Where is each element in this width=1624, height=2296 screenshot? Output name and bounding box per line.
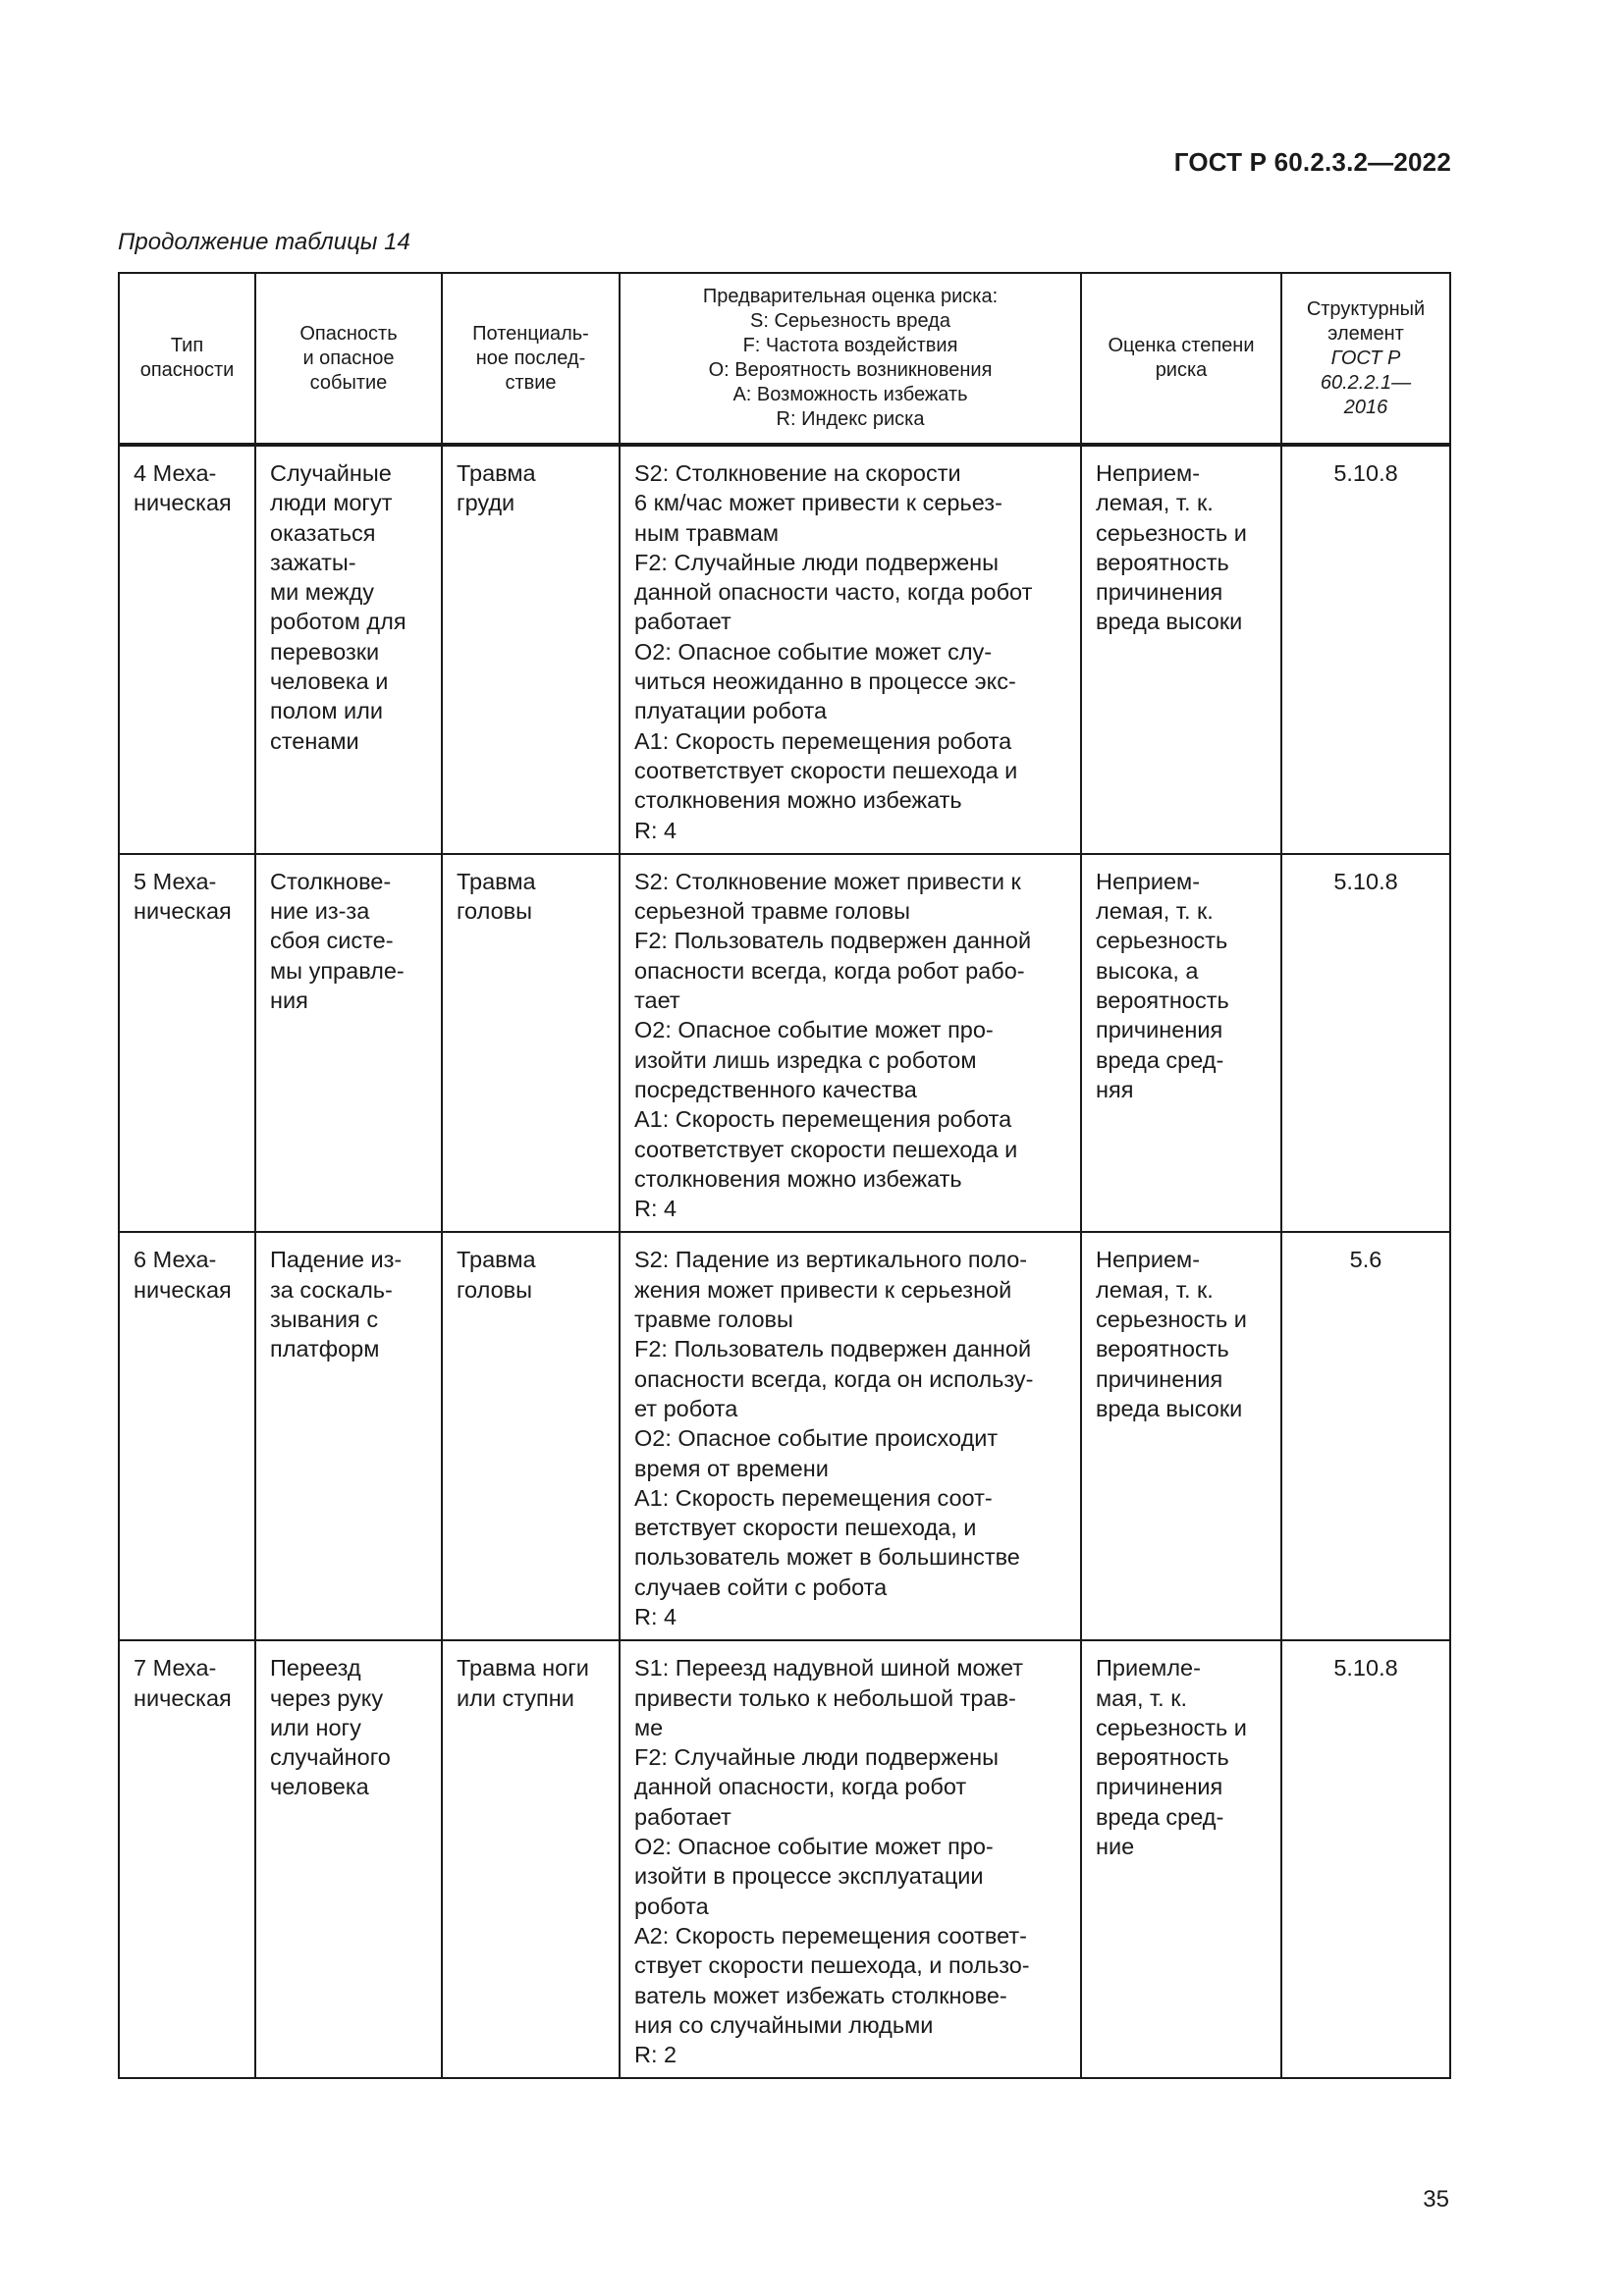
text-line: A1: Скорость перемещения соот- [634,1484,993,1511]
text-line: ГОСТ Р [1330,347,1401,369]
text-line: перевозки [270,638,380,665]
text-line: ническая [134,490,232,516]
table-row [119,854,1450,1233]
text-line: ным травмам [634,519,780,546]
cell-hazard-event [255,445,442,854]
cell-consequence [442,854,620,1233]
text-line: O: Вероятность возникновения [708,359,993,381]
text-line: R: 2 [634,2042,677,2068]
text-line: головы [457,898,533,925]
text-line: Травма [457,460,536,486]
text-line: R: 4 [634,1603,677,1629]
text-line: или ногу [270,1714,361,1740]
text-line: O2: Опасное событие может про- [634,1834,994,1860]
cell-structural-element: 5.6 [1281,1232,1450,1640]
text-line: через руку [270,1684,384,1711]
text-line: и опасное [302,347,395,369]
header-structural-element [1281,273,1450,445]
table-continuation-caption: Продолжение таблицы 14 [118,229,410,255]
text-line: столкновения можно избежать [634,1165,962,1192]
text-line: человека [270,1774,369,1800]
header-hazard-type [119,273,255,445]
text-line: вероятность [1096,1336,1229,1362]
text-line: изойти в процессе эксплуатации [634,1863,984,1890]
cell-consequence [442,1640,620,2078]
text-line: 60.2.2.1— [1320,371,1412,394]
text-line: работает [634,1803,731,1830]
text-line: 5 Меха- [134,868,217,894]
header-hazard-event [255,273,442,445]
text-line: S: Серьезность вреда [750,310,950,332]
text-line: F2: Случайные люди подвержены [634,1744,1000,1771]
text-line: данной опасности часто, когда робот [634,579,1033,606]
text-line: вреда высоки [1096,609,1243,635]
text-line: серьезность и [1096,1714,1247,1740]
text-line: ет робота [634,1395,738,1421]
text-line: серьезность [1096,928,1228,954]
text-line: Опасность [299,322,398,345]
text-line: сбоя систе- [270,928,394,954]
text-line: вреда сред- [1096,1803,1224,1830]
cell-hazard-event [255,1640,442,2078]
text-line: лемая, т. к. [1096,1276,1214,1303]
text-line: вероятность [1096,988,1229,1014]
text-line: данной опасности, когда робот [634,1774,967,1800]
text-line: 7 Меха- [134,1655,217,1682]
header-structural-element-standard [1290,347,1441,420]
table-row [119,1640,1450,2078]
text-line: серьезность и [1096,519,1247,546]
cell-hazard-type [119,1640,255,2078]
text-line: за соскаль- [270,1276,393,1303]
text-line: R: 4 [634,817,677,843]
text-line: ное послед- [475,347,586,369]
text-line: A: Возможность избежать [732,384,968,405]
cell-hazard-event [255,854,442,1233]
text-line: Падение из- [270,1247,403,1273]
text-line: причинения [1096,1017,1223,1043]
text-line: изойти лишь изредка с роботом [634,1046,977,1073]
text-line: Приемле- [1096,1655,1201,1682]
text-line: причинения [1096,1365,1223,1392]
text-line: высока, а [1096,957,1199,984]
text-line: O2: Опасное событие может слу- [634,638,993,665]
table-body [119,445,1450,2078]
text-line: вреда высоки [1096,1395,1243,1421]
table-header-row [119,273,1450,445]
table-row [119,445,1450,854]
text-line: риска [1155,359,1208,381]
page-number: 35 [1423,2186,1449,2213]
text-line: лемая, т. к. [1096,898,1214,925]
text-line: ние [1096,1834,1135,1860]
text-line: ветствует скорости пешехода, и [634,1515,977,1541]
text-line: A1: Скорость перемещения робота [634,1106,1012,1133]
text-line: элемент [1327,322,1404,345]
text-line: соответствует скорости пешехода и [634,1136,1018,1162]
text-line: O2: Опасное событие может про- [634,1017,994,1043]
text-line: случаев сойти с робота [634,1574,888,1600]
text-line: травме головы [634,1307,793,1333]
text-line: оказаться [270,519,376,546]
text-line: Предварительная оценка риска: [702,286,999,307]
text-line: или ступни [457,1684,574,1711]
text-line: полом или [270,698,383,724]
text-line: причинения [1096,1774,1223,1800]
text-line: ническая [134,1276,232,1303]
text-line: мая, т. к. [1096,1684,1188,1711]
text-line: привести только к небольшой трав- [634,1684,1016,1711]
text-line: человека и [270,668,389,695]
text-line: 2016 [1343,396,1388,418]
text-line: ватель может избежать столкнове- [634,1982,1007,2008]
cell-hazard-type [119,1232,255,1640]
text-line: R: Индекс риска [776,408,925,430]
document-code: ГОСТ Р 60.2.3.2—2022 [1173,147,1451,177]
text-line: F2: Случайные люди подвержены [634,549,1000,575]
text-line: груди [457,490,515,516]
cell-hazard-event [255,1232,442,1640]
text-line: посредственного качества [634,1076,917,1102]
header-risk-assessment [620,273,1081,445]
text-line: платформ [270,1336,380,1362]
cell-risk-evaluation [1081,1640,1281,2078]
cell-structural-element: 5.10.8 [1281,445,1450,854]
text-line: работает [634,609,731,635]
text-line: Случайные [270,460,392,486]
text-line: ническая [134,898,232,925]
text-line: ническая [134,1684,232,1711]
text-line: Неприем- [1096,1247,1201,1273]
text-line: случайного [270,1744,391,1771]
text-line: серьезной травме головы [634,898,911,925]
cell-hazard-type [119,854,255,1233]
text-line: 4 Меха- [134,460,217,486]
text-line: Оценка степени [1108,335,1255,356]
text-line: S2: Столкновение может привести к [634,868,1021,894]
text-line: стенами [270,727,359,754]
text-line: жения может привести к серьезной [634,1276,1012,1303]
text-line: вреда сред- [1096,1046,1224,1073]
text-line: ние из-за [270,898,370,925]
cell-risk-evaluation [1081,854,1281,1233]
text-line: Столкнове- [270,868,392,894]
text-line: головы [457,1276,533,1303]
cell-risk-evaluation [1081,445,1281,854]
text-line: Травма [457,1247,536,1273]
text-line: Неприем- [1096,460,1201,486]
text-line: плуатации робота [634,698,828,724]
text-line: тает [634,988,680,1014]
header-consequence [442,273,620,445]
risk-assessment-table [118,272,1451,2079]
text-line: Потенциаль- [472,322,589,345]
text-line: Переезд [270,1655,361,1682]
text-line: зывания с [270,1307,379,1333]
text-line: время от времени [634,1455,829,1481]
text-line: A1: Скорость перемещения робота [634,727,1012,754]
text-line: серьезность и [1096,1307,1247,1333]
text-line: няя [1096,1076,1134,1102]
text-line: опасности всегда, когда он использу- [634,1365,1034,1392]
text-line: опасности [139,359,235,381]
text-line: столкновения можно избежать [634,787,962,814]
text-line: F2: Пользователь подвержен данной [634,1336,1032,1362]
text-line: O2: Опасное событие происходит [634,1425,999,1452]
header-risk-evaluation [1081,273,1281,445]
text-line: S2: Столкновение на скорости [634,460,961,486]
text-line: роботом для [270,609,406,635]
text-line: соответствует скорости пешехода и [634,757,1018,783]
text-line: вероятность [1096,1744,1229,1771]
text-line: вероятность [1096,549,1229,575]
cell-risk-assessment [620,445,1081,854]
cell-risk-assessment [620,1232,1081,1640]
text-line: ствует скорости пешехода, и пользо- [634,1952,1030,1979]
text-line: Травма ноги [457,1655,589,1682]
text-line: люди могут [270,490,393,516]
header-structural-element-label [1290,297,1441,347]
text-line: S1: Переезд надувной шиной может [634,1655,1024,1682]
text-line: R: 4 [634,1196,677,1222]
text-line: ния со случайными людьми [634,2011,934,2038]
cell-structural-element: 5.10.8 [1281,854,1450,1233]
text-line: причинения [1096,579,1223,606]
text-line: ния [270,988,308,1014]
text-line: A2: Скорость перемещения соответ- [634,1922,1027,1949]
text-line: Тип [170,335,204,356]
text-line: Структурный [1306,297,1426,320]
text-line: ме [634,1714,664,1740]
cell-hazard-type [119,445,255,854]
text-line: Неприем- [1096,868,1201,894]
text-line: Травма [457,868,536,894]
text-line: 6 км/час может привести к серьез- [634,490,1002,516]
cell-structural-element: 5.10.8 [1281,1640,1450,2078]
cell-risk-assessment [620,854,1081,1233]
text-line: читься неожиданно в процессе экс- [634,668,1016,695]
text-line: мы управле- [270,957,405,984]
cell-risk-evaluation [1081,1232,1281,1640]
text-line: опасности всегда, когда робот рабо- [634,957,1025,984]
table-row [119,1232,1450,1640]
text-line: пользователь может в большинстве [634,1544,1020,1571]
text-line: зажаты- [270,549,356,575]
text-line: событие [309,371,388,394]
cell-risk-assessment [620,1640,1081,2078]
text-line: 6 Меха- [134,1247,217,1273]
text-line: робота [634,1893,709,1919]
text-line: лемая, т. к. [1096,490,1214,516]
text-line: F: Частота воздействия [742,335,958,356]
text-line: F2: Пользователь подвержен данной [634,928,1032,954]
cell-consequence [442,445,620,854]
text-line: S2: Падение из вертикального поло- [634,1247,1028,1273]
cell-consequence [442,1232,620,1640]
text-line: ствие [505,371,557,394]
text-line: ми между [270,579,374,606]
